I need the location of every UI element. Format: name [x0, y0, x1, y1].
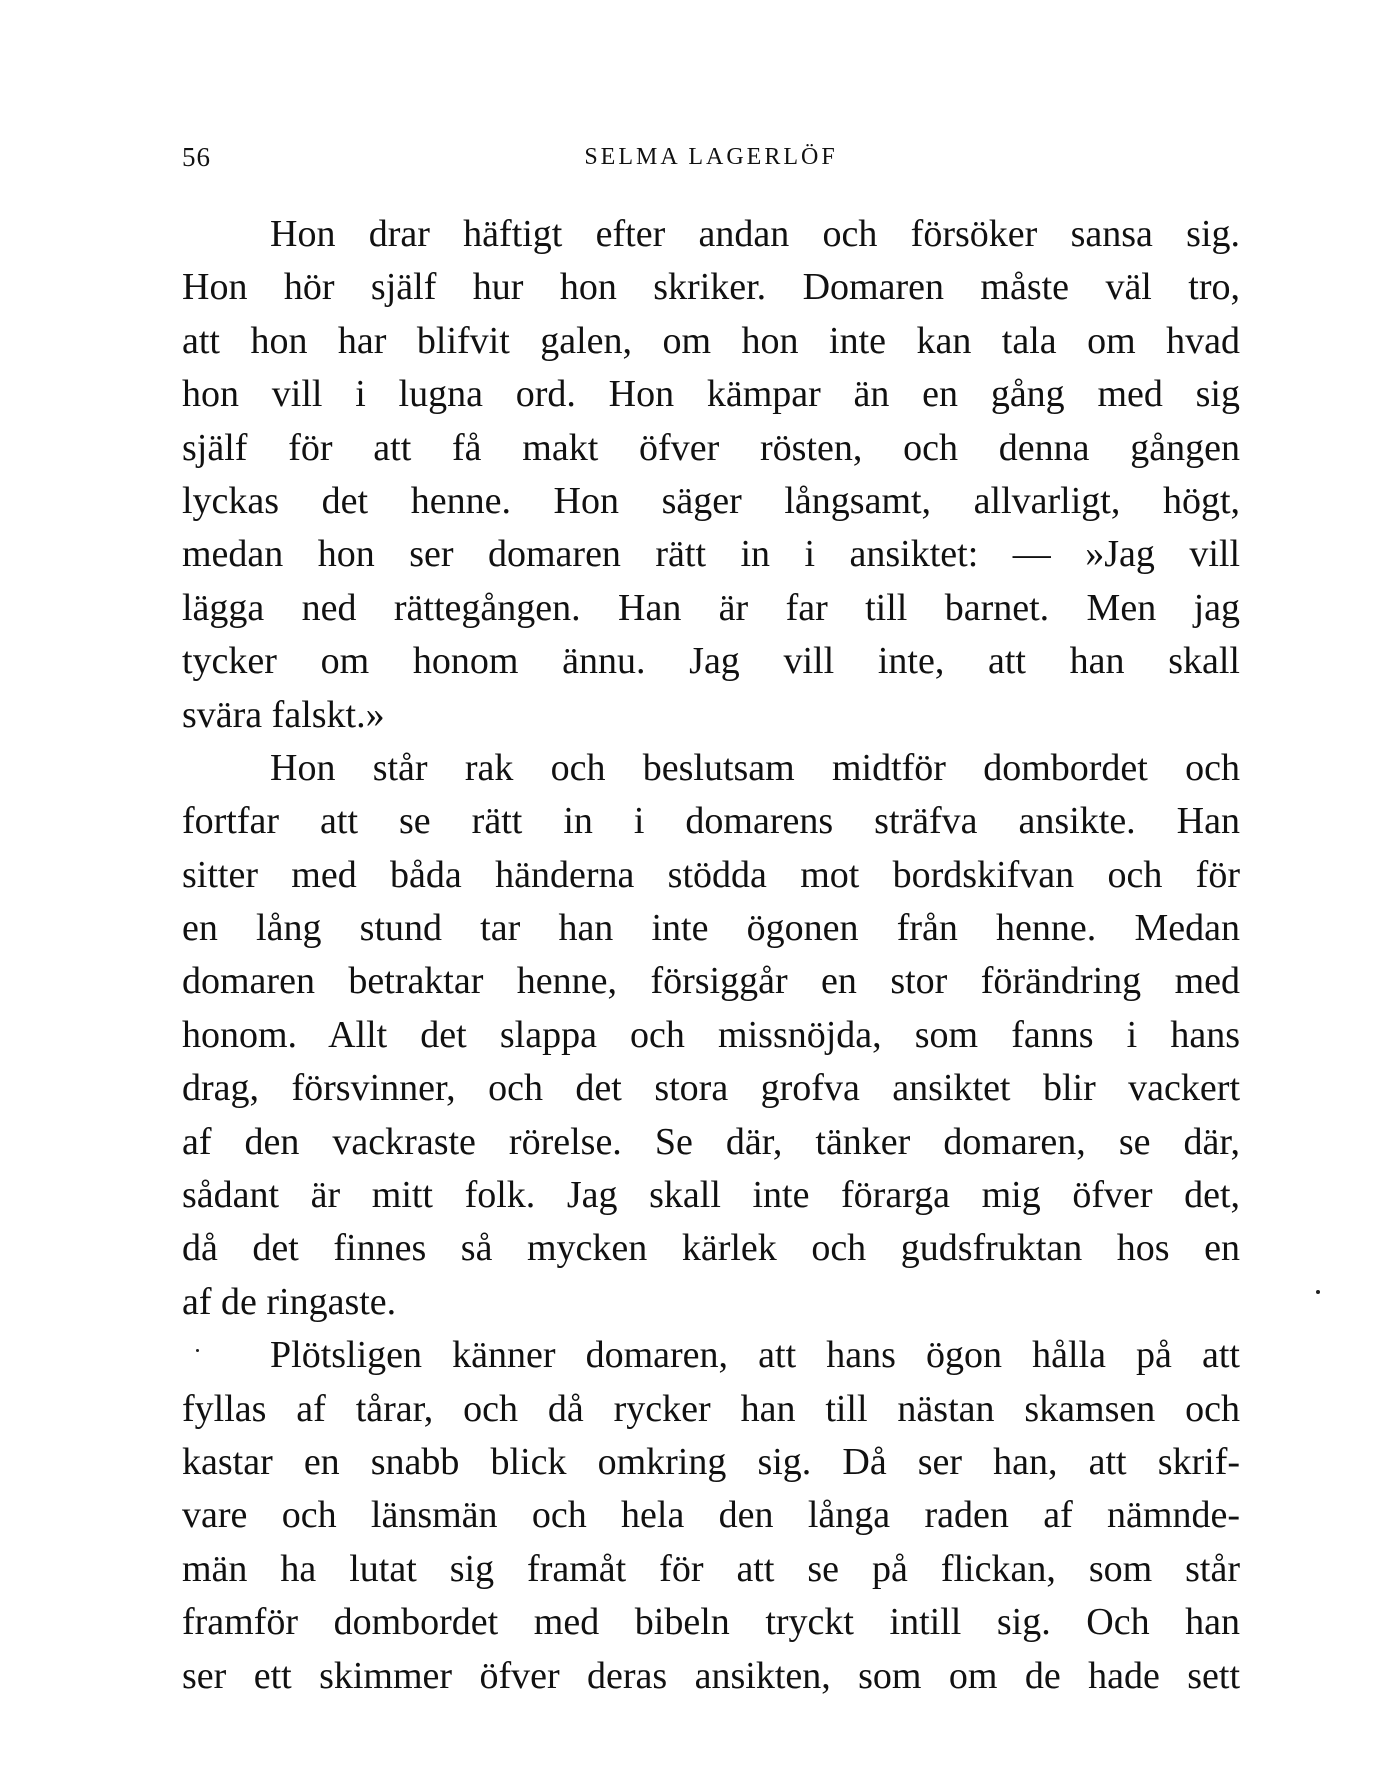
scan-speck: [196, 1349, 199, 1352]
text-line: kastar en snabb blick omkring sig. Då ser han, att skrif-: [182, 1440, 1240, 1483]
text-line: fortfar att se rätt in i domarens sträfva ansikte. Han: [182, 800, 1240, 843]
paragraph-3: [182, 1329, 1240, 1703]
text-line: själf för att få makt öfver rösten, och denna gången: [182, 426, 1240, 469]
text-line: lyckas det henne. Hon säger långsamt, allvarligt, högt,: [182, 479, 1240, 522]
text-line: att hon har blifvit galen, om hon inte kan tala om hvad: [182, 319, 1240, 362]
text-line: domaren betraktar henne, försiggår en stor förändring med: [182, 960, 1240, 1003]
paragraph-2: [182, 742, 1240, 1329]
running-head-author: SELMA LAGERLÖF: [584, 144, 838, 170]
text-line: män ha lutat sig framåt för att se på flickan, som står: [182, 1547, 1240, 1590]
text-line: ser ett skimmer öfver deras ansikten, som om de hade sett: [182, 1654, 1240, 1697]
body-text: [182, 208, 1240, 1703]
scan-speck: [1316, 1290, 1320, 1294]
text-line: Hon står rak och beslutsam midtför dombordet och: [270, 746, 1240, 789]
text-line: vare och länsmän och hela den långa raden af nämnde-: [182, 1494, 1240, 1537]
page-number: 56: [182, 142, 211, 172]
text-line: Hon drar häftigt efter andan och försöker sansa sig.: [270, 213, 1240, 255]
text-line: tycker om honom ännu. Jag vill inte, att han skall: [182, 640, 1240, 683]
text-line: en lång stund tar han inte ögonen från henne. Medan: [182, 907, 1240, 950]
text-line: fyllas af tårar, och då rycker han till nästan skamsen och: [182, 1387, 1240, 1430]
text-line: då det finnes så mycken kärlek och gudsfruktan hos en: [182, 1227, 1240, 1270]
text-line: svära falskt.»: [182, 693, 385, 736]
text-line: af de ringaste.: [182, 1280, 397, 1323]
text-line: sitter med båda händerna stödda mot bordskifvan och för: [182, 853, 1240, 896]
text-line: framför dombordet med bibeln tryckt intill sig. Och han: [182, 1601, 1240, 1644]
text-line: lägga ned rättegången. Han är far till barnet. Men jag: [182, 586, 1240, 629]
text-line: drag, försvinner, och det stora grofva ansiktet blir vackert: [182, 1067, 1240, 1110]
text-line: hon vill i lugna ord. Hon kämpar än en gång med sig: [182, 373, 1240, 416]
text-line: medan hon ser domaren rätt in i ansiktet: — »Jag vill: [182, 533, 1240, 576]
text-line: Hon hör själf hur hon skriker. Domaren måste väl tro,: [182, 266, 1240, 309]
running-head: [182, 142, 1240, 182]
text-line: sådant är mitt folk. Jag skall inte förarga mig öfver det,: [182, 1174, 1240, 1217]
paragraph-1: [182, 208, 1240, 742]
text-line: af den vackraste rörelse. Se där, tänker domaren, se där,: [182, 1120, 1240, 1163]
text-line: honom. Allt det slappa och missnöjda, som fanns i hans: [182, 1013, 1240, 1056]
text-line: Plötsligen känner domaren, att hans ögon hålla på att: [270, 1334, 1240, 1377]
